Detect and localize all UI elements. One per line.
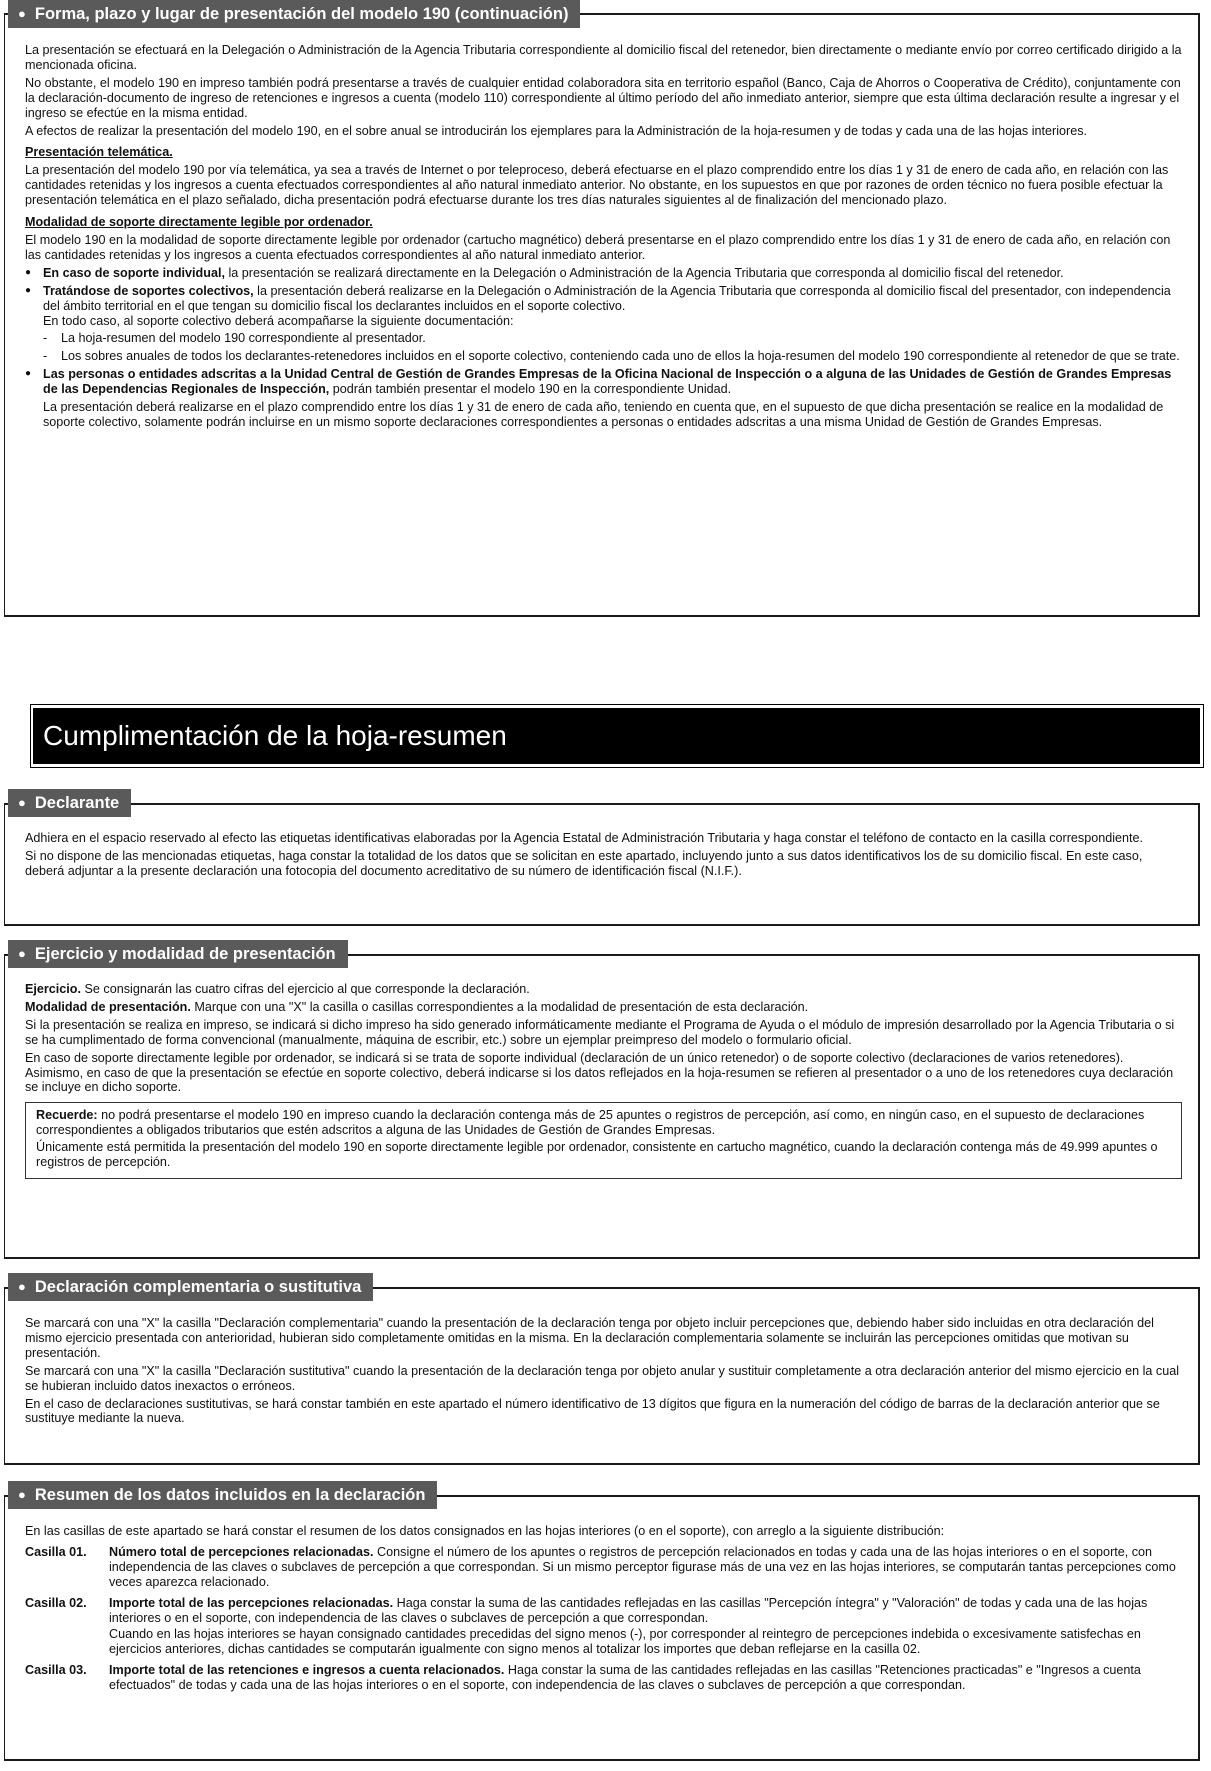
section-forma-plazo-body <box>25 43 1182 433</box>
paragraph: La presentación del modelo 190 por vía telemática, ya sea a través de Internet o por teleproceso, deberá efectuarse en el plazo comprendido entre los días 1 y 31 de enero de cada año, en relación con las cantidades retenidas y los ingresos a cuenta efectuados correspondientes al año natural inmediato anterior. No obstante, en los supuestos en que por razones de orden técnico no fuera posible efectuar la presentación telemática en el plazo señalado, dicha presentación podrá efectuarse durante los tres días naturales siguientes al de finalización del mencionado plazo. <box>25 163 1169 208</box>
section-tab <box>8 1273 373 1301</box>
section-resumen <box>4 1495 1200 1761</box>
bullet-icon: ● <box>18 6 26 21</box>
paragraph: La presentación deberá realizarse en el plazo comprendido entre los días 1 y 31 de enero de cada año, teniendo en cuenta que, en el supuesto de que dicha presentación se realice en la modalidad de soporte colectivo, solamente podrán incluirse en un mismo soporte declaraciones correspondientes a personas o entidades adscritas a una misma Unidad de Gestión de Grandes Empresas. <box>43 400 1164 429</box>
section-tab <box>8 0 580 28</box>
text: Consigne el número de los apuntes o registros de percepción relacionados en todas y cada una de las hojas interiores o en el soporte, con independencia de las claves o subclaves de percepción a que correspondan. Si un mismo perceptor figurase más de una vez en las hojas interiores, se computarán tantas percepciones como veces aparezca relacionado. <box>109 1544 1176 1589</box>
paragraph: Si la presentación se realiza en impreso, se indicará si dicho impreso ha sido generado informáticamente mediante el Programa de Ayuda o el módulo de impresión desarrollado por la Agencia Tributaria o si se ha cumplimentado de forma convencional (manualmente, máquina de escribir, etc.) sobre un ejemplar preimpreso del modelo o formulario oficial. <box>25 1017 1175 1047</box>
casilla-text <box>109 1545 1182 1592</box>
bullet-icon: ● <box>18 1487 26 1502</box>
bullet-text: la presentación deberá realizarse en la Delegación o Administración de la Agencia Tributaria que corresponda al domicilio fiscal del presentador, con independencia del ámbito territorial en el que tengan su domicilio fiscal los declarantes incluidos en el soporte colectivo. <box>43 283 1171 313</box>
section-tab <box>8 1481 437 1509</box>
paragraph: Únicamente está permitida la presentación del modelo 190 en soporte directamente legible por ordenador, consistente en cartucho magnético, cuando la declaración contenga más de 49.999 apuntes o registros de percepción. <box>36 1140 1158 1170</box>
casilla-label: Casilla 01. <box>25 1544 87 1559</box>
paragraph: La presentación se efectuará en la Delegación o Administración de la Agencia Tributaria correspondiente al domicilio fiscal del retenedor, bien directamente o mediante envío por correo certificado dirigido a la mencionada oficina. <box>25 43 1182 72</box>
paragraph: En las casillas de este apartado se hará constar el resumen de los datos consignados en las hojas interiores (o en el soporte), con arreglo a la siguiente distribución: <box>25 1524 945 1538</box>
paragraph: Si no dispone de las mencionadas etiquetas, haga constar la totalidad de los datos que se solicitan en este apartado, incluyendo junto a sus datos identificativos los de su domicilio fiscal. En este caso, deberá adjuntar a la presente declaración una fotocopia del documento acreditativo de su número de identificación fiscal (N.I.F.). <box>25 848 1143 878</box>
section-ejercicio <box>4 954 1200 1259</box>
label-ejercicio: Ejercicio. <box>25 982 82 996</box>
page-title: Cumplimentación de la hoja-resumen <box>43 720 507 751</box>
paragraph: En todo caso, al soporte colectivo deberá acompañarse la siguiente documentación: <box>43 313 514 328</box>
bullet-item <box>25 284 1182 314</box>
section-complementaria <box>4 1287 1200 1465</box>
paragraph: En el caso de declaraciones sustitutivas, se hará constar también en este apartado el número identificativo de 13 dígitos que figura en la numeración del código de barras de la declaración anterior que se sustituye mediante la nueva. <box>25 1396 1160 1426</box>
label-modalidad: Modalidad de presentación. <box>25 999 191 1014</box>
paragraph: Se marcará con una "X" la casilla "Declaración complementaria" cuando la presentación de la declaración tenga por objeto incluir percepciones que, debiendo haber sido incluidas en otra declaración del mismo ejercicio presentada con anterioridad, hubieran sido completamente omitidas en la misma. En la declaración complementaria solamente se incluirán las percepciones omitidas que motivan su presentación. <box>25 1316 1154 1360</box>
paragraph: No obstante, el modelo 190 en impreso también podrá presentarse a través de cualquier entidad colaboradora sita en territorio español (Banco, Caja de Ahorros o Cooperativa de Crédito), conjuntamente con la declaración-documento de ingreso de retenciones e ingresos a cuenta (modelo 110) correspondiente al último período del año inmediato anterior, siempre que esta última declaración resulte a ingresar y el ingreso se efectúe en la misma entidad. <box>25 75 1181 120</box>
casilla-text <box>109 1663 1182 1695</box>
paragraph: En caso de soporte directamente legible por ordenador, se indicará si se trata de soporte individual (declaración de un único retenedor) o de soporte colectivo (declaraciones de varios retenedores). Asimismo, en caso de que la presentación se efectúe en soporte colectivo, deberá indicarse si los datos reflejados en la hoja-resumen se refieren al presentador o a uno de los retenedores cuya declaración se incluye en dicho soporte. <box>25 1050 1174 1095</box>
casilla-lead: Importe total de las retenciones e ingresos a cuenta relacionados. <box>109 1663 505 1678</box>
bullet-icon: ● <box>18 946 26 961</box>
section-forma-plazo <box>4 13 1200 617</box>
bullet-item <box>25 266 1182 281</box>
bullet-text: podrán también presentar el modelo 190 en la correspondiente Unidad. <box>329 382 732 397</box>
section-tab-label: Ejercicio y modalidad de presentación <box>34 945 336 963</box>
section-declarante <box>4 803 1200 926</box>
page-title-bar <box>33 708 1200 764</box>
section-tab-label: Declaración complementaria o sustitutiva <box>34 1278 362 1296</box>
reminder-note <box>25 1102 1182 1179</box>
paragraph: A efectos de realizar la presentación del modelo 190, en el sobre anual se introducirán los ejemplares para la Administración de la hoja-resumen y de todas y cada una de las hojas interiores. <box>25 123 1087 138</box>
section-tab-label: Forma, plazo y lugar de presentación del modelo 190 (continuación) <box>34 5 569 23</box>
casilla-label: Casilla 02. <box>25 1595 87 1610</box>
dash-item: - Los sobres anuales de todos los declarantes-retenedores incluidos en el soporte colectivo, conteniendo cada uno de ellos la hoja-resumen del modelo 190 correspondiente al retenedor de que se trate. <box>25 349 1182 364</box>
text: Se consignarán las cuatro cifras del ejercicio al que corresponde la declaración. <box>81 982 530 996</box>
casilla-row <box>25 1663 1182 1695</box>
paragraph: Adhiera en el espacio reservado al efecto las etiquetas identificativas elaboradas por la Agencia Estatal de Administración Tributaria y haga constar el teléfono de contacto en la casilla correspondiente. <box>25 831 1144 845</box>
casilla-lead: Número total de percepciones relacionadas. <box>109 1544 374 1559</box>
text: Haga constar la suma de las cantidades reflejadas en las casillas "Percepción íntegra" y "Valoración" de todas y cada una de las hojas interiores o en el soporte, con independencia de las claves o subclaves de percepción a que correspondan. <box>109 1595 1148 1625</box>
casilla-row <box>25 1545 1182 1592</box>
bullet-lead: Las personas o entidades adscritas a la Unidad Central de Gestión de Grandes Empresas de la Oficina Nacional de Inspección o a alguna de las Unidades de Gestión de Grandes Empresas de las Dependencias Regionales de Inspección, <box>43 367 1172 397</box>
paragraph: Cuando en las hojas interiores se hayan consignado cantidades precedidas del signo menos (-), por corresponder al reintegro de percepciones indebida o excesivamente satisfechas en ejercicios anteriores, dichas cantidades se computarán igualmente con signo menos al totalizar los importes que deban reflejarse en la casilla 02. <box>109 1627 1141 1657</box>
paragraph: Se marcará con una "X" la casilla "Declaración sustitutiva" cuando la presentación de la declaración tenga por objeto anular y sustituir completamente a otra declaración anterior del mismo ejercicio en la cual se hubieran incluido datos inexactos o erróneos. <box>25 1363 1180 1393</box>
bullet-lead: En caso de soporte individual, <box>43 265 225 280</box>
bullet-icon: ● <box>18 1279 26 1294</box>
section-tab-label: Declarante <box>34 794 120 812</box>
text: Haga constar la suma de las cantidades reflejadas en las casillas "Retenciones practicadas" e "Ingresos a cuenta efectuados" de todas y cada una de las hojas interiores o en el soporte, con independencia de las claves o subclaves de percepción a que correspondan. <box>109 1663 1141 1693</box>
paragraph <box>25 1000 1182 1015</box>
bullet-icon: ● <box>18 795 26 810</box>
section-tab <box>8 940 348 968</box>
subheading-soporte: Modalidad de soporte directamente legible por ordenador. <box>25 215 373 230</box>
casilla-label: Casilla 03. <box>25 1663 87 1678</box>
section-complementaria-body <box>25 1316 1182 1429</box>
section-tab-label: Resumen de los datos incluidos en la declaración <box>34 1486 426 1504</box>
bullet-item <box>25 367 1182 397</box>
bullet-text: la presentación se realizará directamente en la Delegación o Administración de la Agencia Tributaria que corresponda al domicilio fiscal del retenedor. <box>224 265 1064 280</box>
casilla-row <box>25 1596 1182 1660</box>
paragraph: El modelo 190 en la modalidad de soporte directamente legible por ordenador (cartucho magnético) deberá presentarse en el plazo comprendido entre los días 1 y 31 de enero de cada año, en relación con las cantidades retenidas y los ingresos a cuenta efectuados correspondientes al año natural inmediato anterior. <box>25 232 1171 262</box>
dash-item: - La hoja-resumen del modelo 190 correspondiente al presentador. <box>25 331 1182 346</box>
paragraph <box>36 1108 1171 1138</box>
bullet-lead: Tratándose de soportes colectivos, <box>43 283 254 298</box>
subheading-telematica: Presentación telemática. <box>25 145 173 160</box>
section-resumen-body <box>25 1524 1182 1699</box>
text: Marque con una "X" la casilla o casillas correspondientes a la modalidad de presentación de esta declaración. <box>190 999 809 1014</box>
label-recuerde: Recuerde: <box>36 1108 98 1123</box>
paragraph <box>25 982 1182 997</box>
text: no podrá presentarse el modelo 190 en impreso cuando la declaración contenga más de 25 apuntes o registros de percepción, así como, en ningún caso, en el supuesto de declaraciones correspondientes a obligados tributarios que estén adscritos a alguna de las Unidades de Gestión de Grandes Empresas. <box>36 1108 1145 1138</box>
section-tab <box>8 789 131 817</box>
casilla-lead: Importe total de las percepciones relacionadas. <box>109 1595 394 1610</box>
section-declarante-body <box>25 831 1182 882</box>
casilla-text <box>109 1596 1182 1660</box>
section-ejercicio-body <box>25 982 1182 1179</box>
